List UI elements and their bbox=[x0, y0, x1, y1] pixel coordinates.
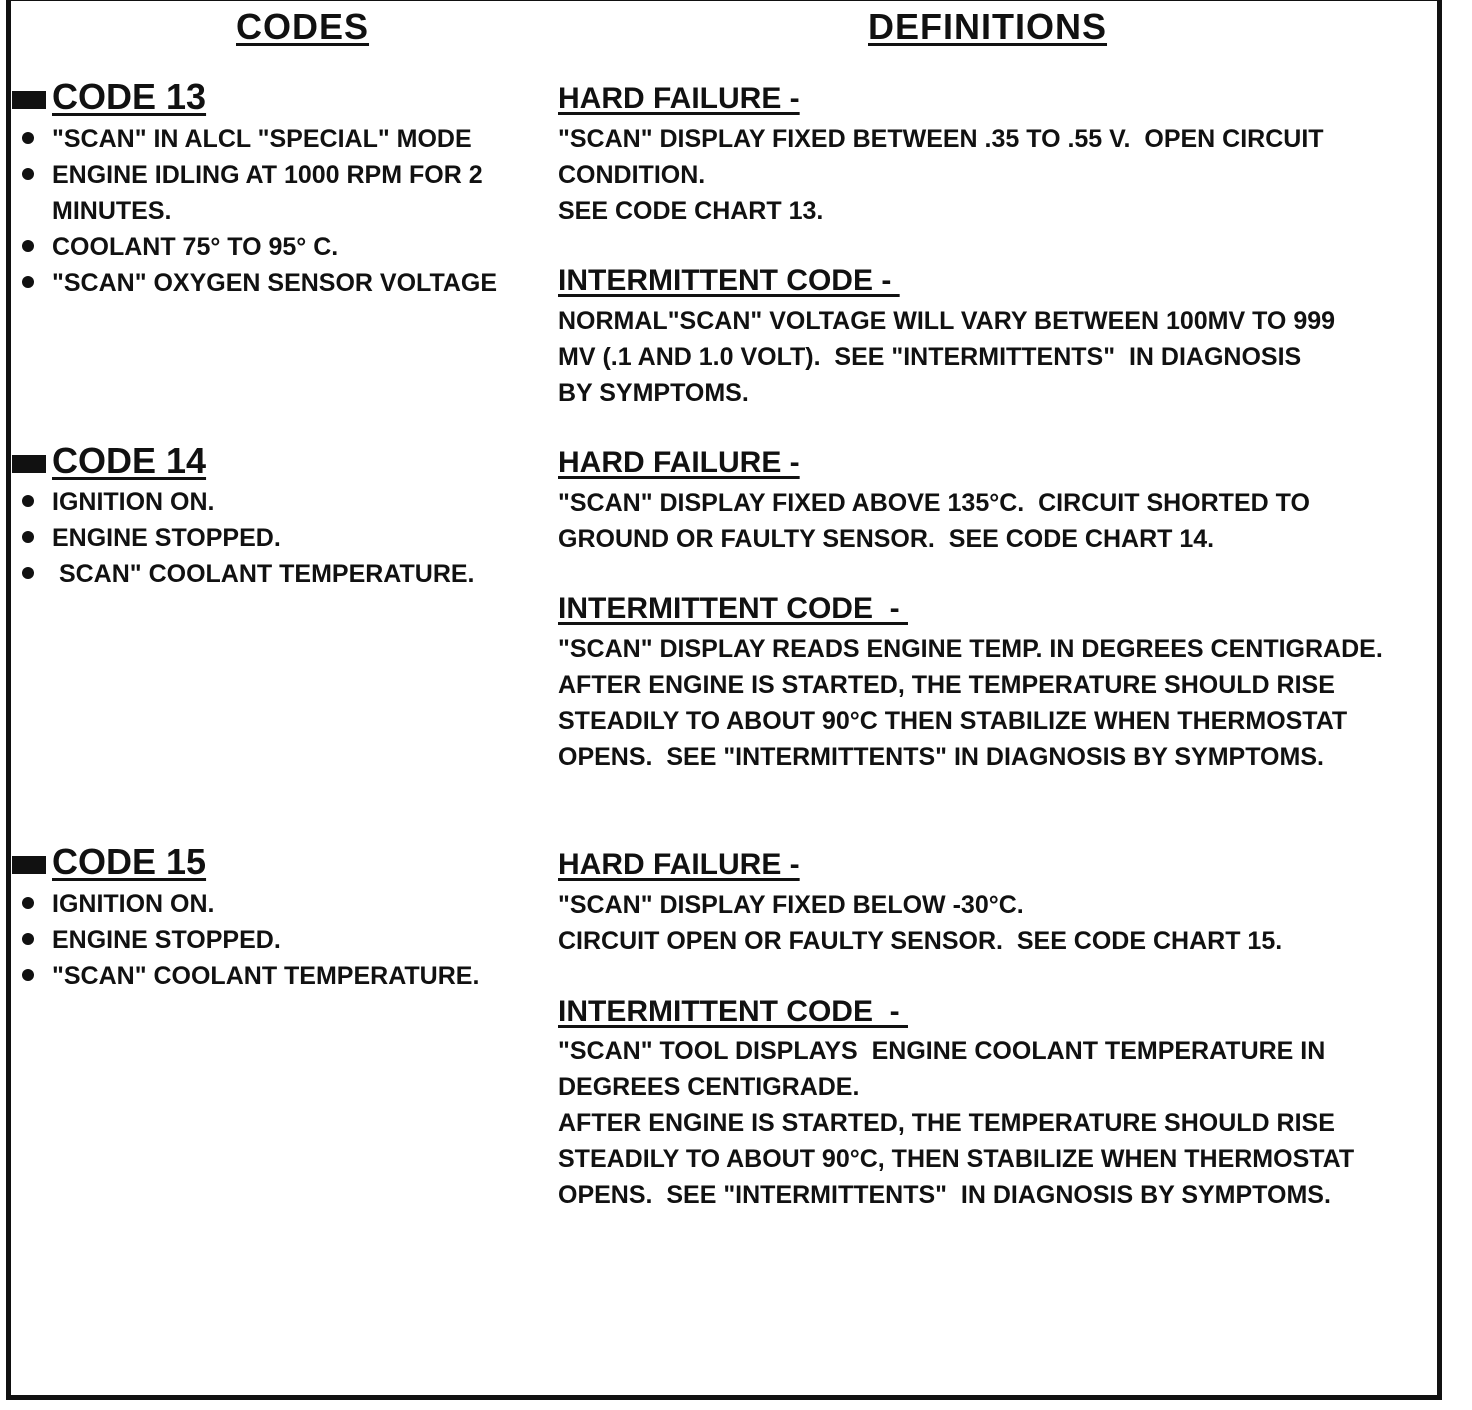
code-13-intermittent-text bbox=[558, 303, 1428, 411]
bullet-dot-icon bbox=[22, 567, 34, 579]
definition-line: STEADILY TO ABOUT 90°C THEN STABILIZE WHEN THERMOSTAT bbox=[558, 707, 1348, 735]
code-15-intermittent-text bbox=[558, 1033, 1428, 1213]
definition-line: "SCAN" DISPLAY FIXED ABOVE 135°C. CIRCUIT SHORTED TO bbox=[558, 489, 1310, 517]
condition-item bbox=[20, 229, 540, 265]
code-14-heading bbox=[12, 440, 206, 482]
definition-line: "SCAN" DISPLAY FIXED BETWEEN .35 TO .55 V. OPEN CIRCUIT bbox=[558, 125, 1324, 153]
code-13-hard-failure-text bbox=[558, 121, 1428, 229]
code-13-conditions bbox=[20, 121, 540, 301]
condition-text: IGNITION ON. bbox=[52, 890, 215, 918]
definition-line: "SCAN" TOOL DISPLAYS ENGINE COOLANT TEMPERATURE IN bbox=[558, 1037, 1326, 1065]
bullet-dot-icon bbox=[22, 933, 34, 945]
bullet-dot-icon bbox=[22, 531, 34, 543]
code-title: CODE 13 bbox=[52, 76, 207, 117]
bullet-dot-icon bbox=[22, 132, 34, 144]
condition-text: "SCAN" COOLANT TEMPERATURE. bbox=[52, 962, 480, 990]
bullet-dot-icon bbox=[22, 240, 34, 252]
bullet-dot-icon bbox=[22, 969, 34, 981]
condition-item bbox=[20, 121, 540, 157]
definition-line: AFTER ENGINE IS STARTED, THE TEMPERATURE SHOULD RISE bbox=[558, 1109, 1335, 1137]
code-15-intermittent-heading: INTERMITTENT CODE - bbox=[558, 995, 908, 1028]
code-14-intermittent-heading: INTERMITTENT CODE - bbox=[558, 592, 908, 625]
definition-line: DEGREES CENTIGRADE. bbox=[558, 1073, 860, 1101]
condition-text: IGNITION ON. bbox=[52, 488, 215, 516]
code-15-hard-failure-text bbox=[558, 887, 1428, 959]
definitions-column-heading: DEFINITIONS bbox=[868, 6, 1108, 47]
code-15-conditions bbox=[20, 886, 540, 994]
condition-text: "SCAN" IN ALCL "SPECIAL" MODE bbox=[52, 125, 472, 153]
condition-item bbox=[20, 157, 512, 229]
condition-text: COOLANT 75° TO 95° C. bbox=[52, 233, 339, 261]
definition-line: CONDITION. bbox=[558, 161, 706, 189]
code-title: CODE 14 bbox=[52, 440, 207, 481]
condition-item bbox=[20, 556, 540, 592]
condition-item bbox=[20, 265, 540, 301]
condition-text: "SCAN" OXYGEN SENSOR VOLTAGE bbox=[52, 269, 498, 297]
definition-line: MV (.1 AND 1.0 VOLT). SEE "INTERMITTENTS" IN DIAGNOSIS bbox=[558, 343, 1302, 371]
bullet-dot-icon bbox=[22, 897, 34, 909]
square-bullet-icon bbox=[12, 91, 46, 109]
code-15-hard-failure-heading: HARD FAILURE - bbox=[558, 848, 800, 881]
code-14-hard-failure-text bbox=[558, 485, 1428, 557]
condition-text: SCAN" COOLANT TEMPERATURE. bbox=[52, 560, 475, 588]
bullet-dot-icon bbox=[22, 276, 34, 288]
code-14-hard-failure-heading: HARD FAILURE - bbox=[558, 446, 800, 479]
definition-line: GROUND OR FAULTY SENSOR. SEE CODE CHART 14. bbox=[558, 525, 1215, 553]
code-14-intermittent-text bbox=[558, 631, 1428, 775]
condition-item bbox=[20, 922, 540, 958]
definition-line: "SCAN" DISPLAY FIXED BELOW -30°C. bbox=[558, 891, 1024, 919]
condition-text: ENGINE STOPPED. bbox=[52, 524, 281, 552]
definition-line: OPENS. SEE "INTERMITTENTS" IN DIAGNOSIS BY SYMPTOMS. bbox=[558, 1181, 1331, 1209]
code-13-hard-failure-heading: HARD FAILURE - bbox=[558, 82, 800, 115]
code-13-intermittent-heading: INTERMITTENT CODE - bbox=[558, 264, 900, 297]
codes-column-heading: CODES bbox=[236, 6, 370, 47]
condition-item bbox=[20, 520, 540, 556]
condition-text: ENGINE STOPPED. bbox=[52, 926, 281, 954]
code-13-heading bbox=[12, 76, 206, 118]
square-bullet-icon bbox=[12, 455, 46, 473]
square-bullet-icon bbox=[12, 856, 46, 874]
code-14-conditions bbox=[20, 484, 540, 592]
definition-line: SEE CODE CHART 13. bbox=[558, 197, 824, 225]
definition-line: "SCAN" DISPLAY READS ENGINE TEMP. IN DEGREES CENTIGRADE. bbox=[558, 635, 1383, 663]
definition-line: BY SYMPTOMS. bbox=[558, 379, 749, 407]
condition-item bbox=[20, 484, 540, 520]
definition-line: OPENS. SEE "INTERMITTENTS" IN DIAGNOSIS BY SYMPTOMS. bbox=[558, 743, 1324, 771]
bullet-dot-icon bbox=[22, 168, 34, 180]
bullet-dot-icon bbox=[22, 495, 34, 507]
code-title: CODE 15 bbox=[52, 841, 207, 882]
definition-line: AFTER ENGINE IS STARTED, THE TEMPERATURE SHOULD RISE bbox=[558, 671, 1335, 699]
code-15-heading bbox=[12, 841, 206, 883]
condition-text: ENGINE IDLING AT 1000 RPM FOR 2 MINUTES. bbox=[52, 161, 483, 225]
definition-line: NORMAL"SCAN" VOLTAGE WILL VARY BETWEEN 100MV TO 999 bbox=[558, 307, 1336, 335]
condition-item bbox=[20, 886, 540, 922]
definition-line: STEADILY TO ABOUT 90°C, THEN STABILIZE WHEN THERMOSTAT bbox=[558, 1145, 1355, 1173]
definition-line: CIRCUIT OPEN OR FAULTY SENSOR. SEE CODE CHART 15. bbox=[558, 927, 1283, 955]
condition-item bbox=[20, 958, 540, 994]
